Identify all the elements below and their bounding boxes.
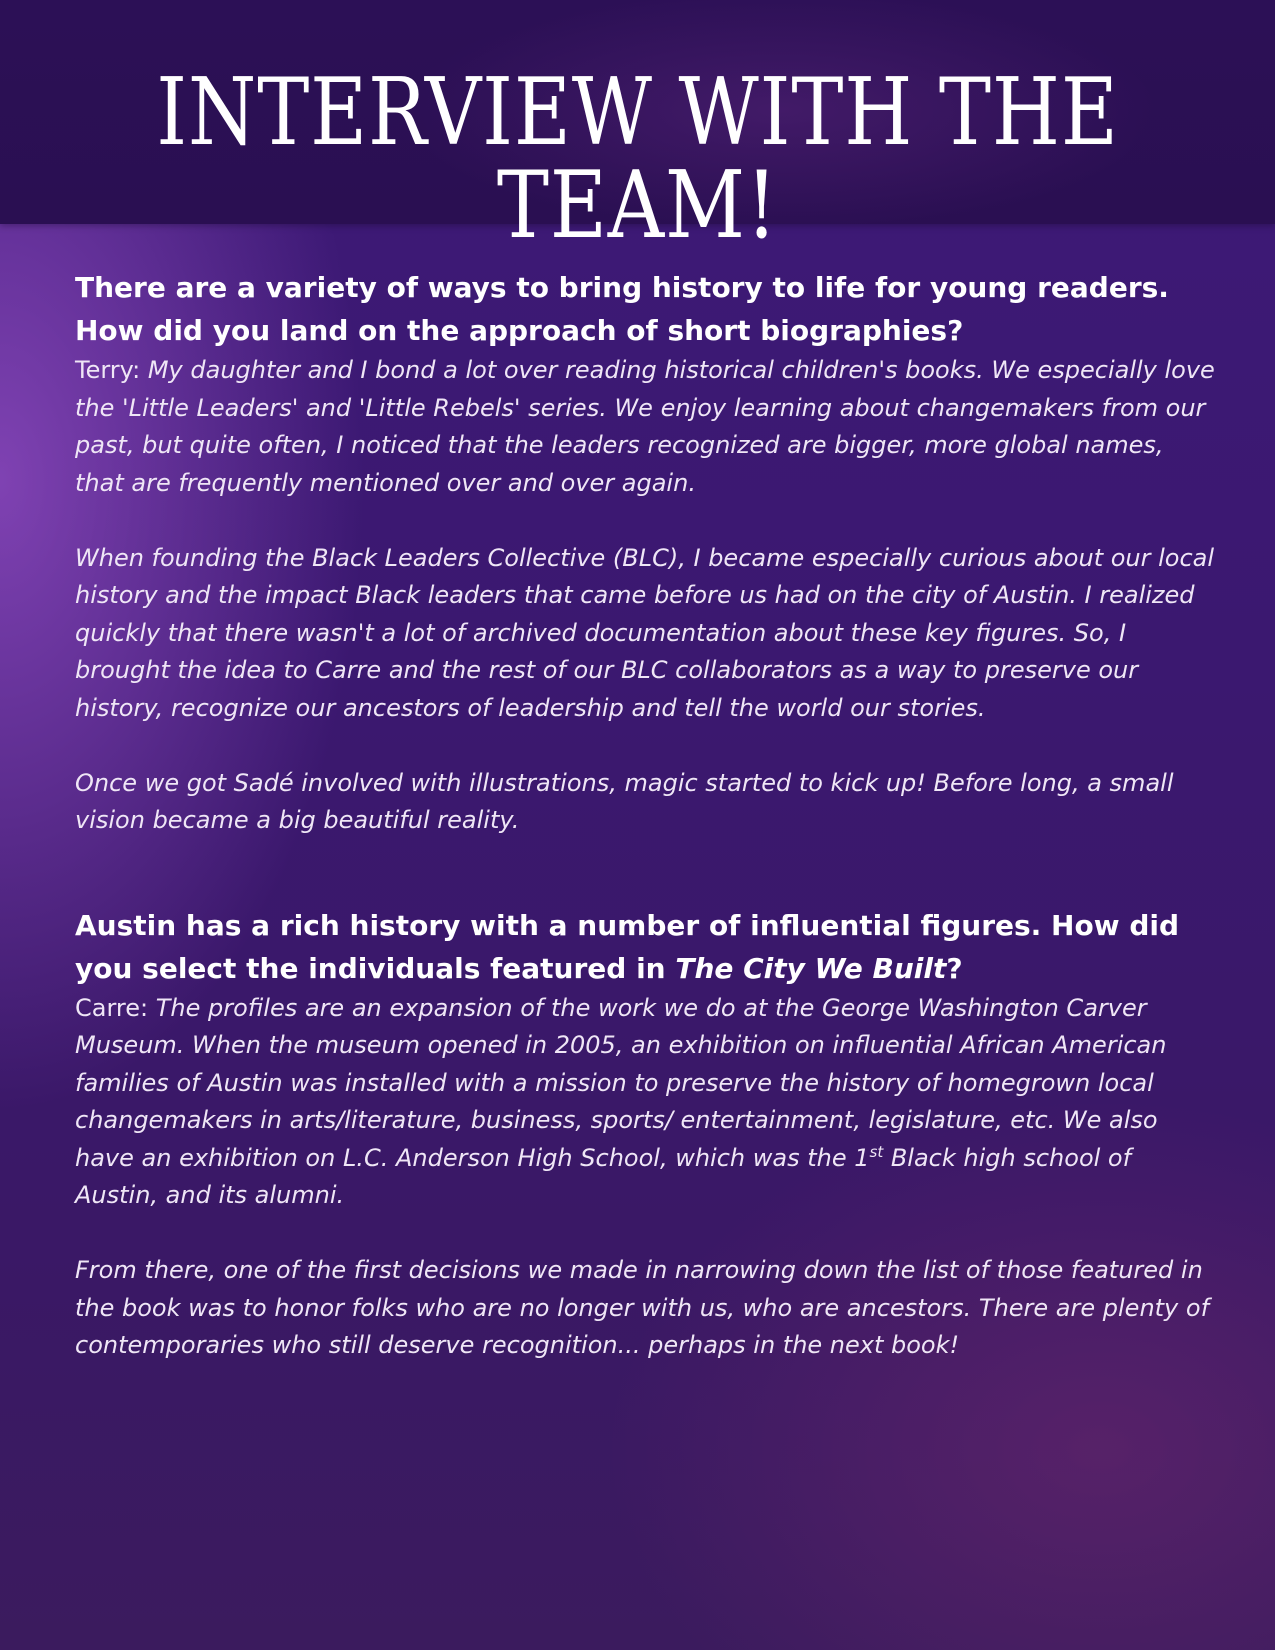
interview-section-1	[75, 266, 1215, 840]
question-2-text: Austin has a rich history with a number of influential figures. How did you select the individuals featured in	[75, 908, 1180, 985]
interview-section-2	[75, 904, 1215, 1365]
speaker-terry: Terry:	[75, 356, 148, 384]
ordinal-suffix: st	[869, 1142, 884, 1161]
question-2-mark: ?	[946, 951, 963, 985]
answer-2-paragraph-2: From there, one of the first decisions we made in narrowing down the list of those featured in the book was to honor folks who are no longer with us, who are ancestors. There are plenty of contemporaries who still deserve recognition... perhaps in the next book!	[75, 1256, 1210, 1359]
page-title: INTERVIEW WITH THE TEAM!	[156, 58, 1119, 259]
answer-2-paragraph-1-end: Black high school of Austin, and its alumni.	[75, 1143, 1132, 1209]
header-band	[0, 0, 1275, 259]
question-1: There are a variety of ways to bring history to life for young readers. How did you land on the approach of short biographies?	[75, 271, 1169, 347]
answer-1	[75, 352, 1215, 840]
question-2	[75, 904, 1215, 990]
answer-2	[75, 990, 1215, 1365]
speaker-carre: Carre:	[75, 993, 156, 1022]
answer-1-paragraph-1: My daughter and I bond a lot over reading historical children's books. We especially love the 'Little Leaders' and 'Little Rebels' series. We enjoy learning about changemakers from our past, but quite often, I noticed that the leaders recognized are bigger, more global names, that are frequently mentioned over and over again.	[75, 356, 1215, 497]
book-title: The City We Built	[675, 951, 947, 985]
interview-content	[75, 266, 1215, 1365]
answer-1-paragraph-2: When founding the Black Leaders Collective (BLC), I became especially curious about our local history and the impact Black leaders that came before us had on the city of Austin. I realized quickly that there wasn't a lot of archived documentation about these key figures. So, I brought the idea to Carre and the rest of our BLC collaborators as a way to preserve our history, recognize our ancestors of leadership and tell the world our stories.	[75, 543, 1215, 722]
answer-2-paragraph-1: The profiles are an expansion of the work we do at the George Washington Carver Museum. When the museum opened in 2005, an exhibition on influential African American families of Austin was installed with a mission to preserve the history of homegrown local changemakers in arts/literature, business, sports/ entertainment, legislature, etc. We also have an exhibition on L.C. Anderson High School, which was the 1	[75, 993, 1167, 1172]
answer-1-paragraph-3: Once we got Sadé involved with illustrations, magic started to kick up! Before long, a small vision became a big beautiful reality.	[75, 768, 1174, 834]
